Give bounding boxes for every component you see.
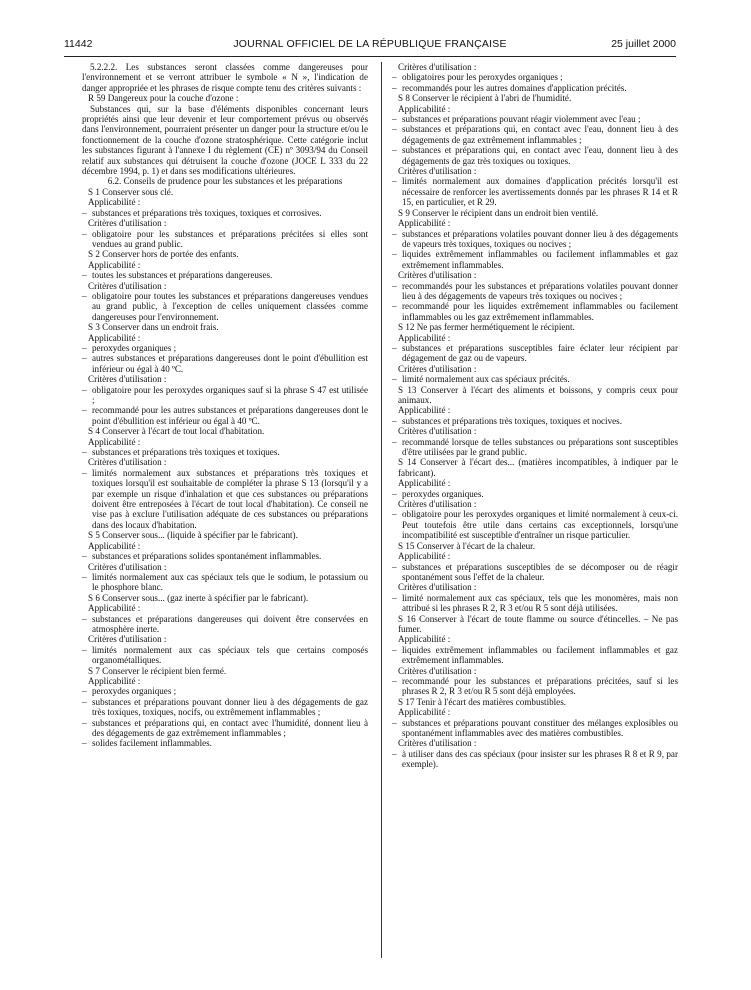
subheading: Critères d'utilisation :: [398, 738, 477, 749]
page-number: 11442: [64, 38, 93, 50]
list-item: [82, 270, 368, 280]
list-item-text: peroxydes organiques.: [402, 488, 484, 499]
list-dash: –: [392, 436, 397, 447]
list-dash: –: [392, 592, 397, 603]
subheading: Critères d'utilisation :: [398, 582, 477, 593]
list-dash: –: [392, 488, 397, 499]
list-dash: –: [392, 72, 397, 83]
subheading: Applicabilité :: [88, 259, 141, 270]
list-dash: –: [392, 644, 397, 655]
list-dash: –: [392, 280, 397, 291]
subheading: Applicabilité :: [398, 634, 451, 645]
list-item: [392, 229, 678, 250]
list-item: [392, 489, 678, 499]
list-item-text: obligatoires pour les peroxydes organiques ;: [402, 72, 563, 83]
list-item-text: à utiliser dans des cas spéciaux (pour insister sur les phrases R 8 et R 9, par exemple).: [402, 748, 678, 770]
subheading: Applicabilité :: [398, 103, 451, 114]
left-column: [82, 62, 368, 749]
list-item: [82, 551, 368, 561]
list-item: [82, 686, 368, 696]
list-item: [392, 72, 678, 82]
list-item-text: obligatoire pour les peroxydes organiques et limité normalement à ceux-ci. Peut toutefois être utile dans certains cas exceptionnels, lorsqu'une incompatibilité est susceptible d'entraîner un risque particulier.: [402, 509, 678, 541]
list-item: [392, 281, 678, 302]
safety-phrase-heading: S 14 Conserver à l'écart des... (matières incompatibles, à indiquer par le fabricant).: [398, 457, 678, 478]
subheading: Applicabilité :: [88, 436, 141, 447]
list-dash: –: [392, 176, 397, 187]
safety-phrase-heading: S 4 Conserver à l'écart de tout local d'habitation.: [88, 426, 265, 437]
safety-phrase-heading: S 1 Conserver sous clé.: [88, 186, 174, 197]
safety-phrase-heading: S 15 Conserver à l'écart de la chaleur.: [398, 540, 535, 551]
list-item-text: limités normalement aux domaines d'application précités lorsqu'il est nécessaire de renforcer les avertissements donnés par les phrases R 14 et R 15, en particulier, et R 29.: [402, 176, 678, 208]
list-dash: –: [392, 228, 397, 239]
list-item-text: autres substances et préparations dangereuses dont le point d'ébullition est inférieur ou égal à 40 ºC.: [92, 353, 368, 374]
list-item-text: substances et préparations pouvant constituer des mélanges explosibles ou spontanément inflammables avec des matières combustibles.: [402, 717, 678, 738]
subheading: Critères d'utilisation :: [88, 457, 167, 468]
list-item: [82, 697, 368, 718]
subheading: Critères d'utilisation :: [88, 280, 167, 291]
safety-phrase-heading: S 9 Conserver le récipient dans un endroit bien ventilé.: [398, 207, 599, 218]
paragraph: 5.2.2.2. Les substances seront classées comme dangereuses pour l'environnement et se verront attribuer le symbole « N », l'indication de danger appropriée et les phrases de risque compte tenu des critères suivants :: [82, 62, 368, 93]
list-item-text: substances et préparations dangereuses qui doivent être conservées en atmosphère inerte.: [92, 613, 368, 634]
list-item-text: obligatoire pour les peroxydes organiques sauf si la phrase S 47 est utilisée ;: [92, 384, 368, 405]
list-dash: –: [82, 696, 87, 707]
subheading: Critères d'utilisation :: [398, 426, 477, 437]
safety-phrase-heading: S 13 Conserver à l'écart des aliments et boissons, y compris ceux pour animaux.: [398, 384, 678, 405]
list-dash: –: [82, 228, 87, 239]
list-dash: –: [82, 290, 87, 301]
list-dash: –: [82, 270, 87, 281]
subheading: Critères d'utilisation :: [88, 561, 167, 572]
list-dash: –: [392, 82, 397, 93]
list-item: [392, 676, 678, 697]
list-item-text: substances et préparations susceptibles faire éclater leur récipient par dégagement de gaz ou de vapeurs.: [402, 342, 678, 364]
list-item: [82, 291, 368, 322]
list-item: [392, 249, 678, 270]
list-dash: –: [392, 249, 397, 260]
list-item-text: substances et préparations très toxiques et toxiques.: [92, 447, 280, 458]
list-item: [392, 416, 678, 426]
list-item-text: substances et préparations pouvant donner lieu à des dégagements de gaz très toxiques, toxiques, nocifs, ou extrêmement inflammables ;: [92, 696, 368, 718]
subheading: Applicabilité :: [88, 603, 141, 614]
list-item: [82, 718, 368, 739]
subheading: Applicabilité :: [398, 332, 451, 343]
list-item: [82, 353, 368, 374]
list-item: [392, 176, 678, 207]
list-item: [82, 468, 368, 530]
page-header: [64, 38, 676, 52]
list-item: [392, 83, 678, 93]
safety-phrase-heading: R 59 Dangereux pour la couche d'ozone :: [88, 93, 239, 104]
list-item-text: limité normalement aux cas spéciaux précités.: [402, 374, 570, 385]
list-dash: –: [82, 342, 87, 353]
list-item-text: peroxydes organiques ;: [92, 342, 177, 353]
subheading: Critères d'utilisation :: [88, 218, 167, 229]
list-dash: –: [392, 124, 397, 135]
subheading: Applicabilité :: [398, 218, 451, 229]
list-item-text: liquides extrêmement inflammables ou facilement inflammables et gaz extrêmement inflammables.: [402, 644, 678, 666]
list-item-text: substances et préparations très toxiques, toxiques et corrosives.: [92, 207, 322, 218]
list-dash: –: [392, 301, 397, 312]
list-item-text: substances et préparations qui, en contact avec l'eau, donnent lieu à des dégagements de gaz très toxiques ou toxiques.: [402, 145, 678, 166]
list-dash: –: [82, 613, 87, 624]
list-item-text: substances et préparations qui, en contact avec l'humidité, donnent lieu à des dégagements de gaz extrêmement inflammables ;: [92, 717, 368, 738]
list-item-text: limités normalement aux cas spéciaux tels que certains composés organométalliques.: [92, 644, 368, 666]
list-dash: –: [82, 447, 87, 458]
list-item-text: peroxydes organiques ;: [92, 686, 177, 697]
safety-phrase-heading: S 2 Conserver hors de portée des enfants.: [88, 249, 239, 260]
list-item: [392, 145, 678, 166]
safety-phrase-heading: S 3 Conserver dans un endroit frais.: [88, 322, 219, 333]
subheading: Applicabilité :: [88, 540, 141, 551]
safety-phrase-heading: S 16 Conserver à l'écart de toute flamme ou source d'étincelles. – Ne pas fumer.: [398, 613, 678, 634]
journal-title: JOURNAL OFFICIEL DE LA RÉPUBLIQUE FRANÇAISE: [233, 38, 507, 50]
list-item-text: substances et préparations très toxiques, toxiques et nocives.: [402, 415, 622, 426]
safety-phrase-heading: S 8 Conserver le récipient à l'abri de l'humidité.: [398, 93, 572, 104]
list-item-text: limités normalement aux cas spéciaux tels que le sodium, le potassium ou le phosphore blanc.: [92, 571, 368, 593]
list-dash: –: [392, 342, 397, 353]
list-item-text: recommandés pour les autres domaines d'application précités.: [402, 82, 627, 93]
subheading: Critères d'utilisation :: [398, 363, 477, 374]
list-dash: –: [392, 415, 397, 426]
list-item: [82, 645, 368, 666]
paragraph: Substances qui, sur la base d'éléments disponibles concernant leurs propriétés ainsi que leur devenir et leur comportement prévus ou observés dans l'environnement, pourraient présenter un danger pour la structure et/ou le fonctionnement de la couche d'ozone stratosphérique. Cette catégorie inclut les substances figurant à l'annexe I du règlement (CE) nº 3093/94 du Conseil relatif aux substances qui détruisent la couche d'ozone (JOCE L 333 du 22 décembre 1994, p. 1) et dans ses modifications ultérieures.: [82, 103, 368, 177]
list-item: [82, 572, 368, 593]
list-item: [392, 124, 678, 145]
list-dash: –: [82, 384, 87, 395]
list-item-text: obligatoire pour toutes les substances et préparations dangereuses vendues au grand public, à l'exception de celles uniquement classées comme dangereuses pour l'environnement.: [92, 290, 368, 322]
subheading: Critères d'utilisation :: [398, 499, 477, 510]
subheading: Applicabilité :: [88, 675, 141, 686]
list-item: [392, 301, 678, 322]
list-item-text: recommandé pour les substances et préparations précitées, sauf si les phrases R 2, R 3 et/ou R 5 sont déjà employées.: [402, 675, 678, 697]
list-item-text: obligatoire pour les substances et préparations précitées si elles sont vendues au grand public.: [92, 228, 368, 249]
list-item: [82, 229, 368, 250]
list-item-text: liquides extrêmement inflammables ou facilement inflammables et gaz extrêmement inflammables.: [402, 249, 678, 270]
list-dash: –: [82, 717, 87, 728]
list-item-text: solides facilement inflammables.: [92, 738, 212, 749]
list-dash: –: [82, 207, 87, 218]
list-item: [392, 509, 678, 540]
list-dash: –: [82, 467, 87, 478]
list-item: [82, 208, 368, 218]
list-item: [392, 437, 678, 458]
subheading: Critères d'utilisation :: [88, 634, 167, 645]
subheading: Critères d'utilisation :: [398, 270, 477, 281]
list-dash: –: [82, 353, 87, 364]
subheading: Critères d'utilisation :: [398, 665, 477, 676]
list-item: [392, 374, 678, 384]
list-dash: –: [392, 717, 397, 728]
subheading: Applicabilité :: [398, 478, 451, 489]
subheading: Applicabilité :: [398, 405, 451, 416]
list-dash: –: [392, 145, 397, 156]
subheading: Critères d'utilisation :: [398, 166, 477, 177]
subheading: Applicabilité :: [398, 551, 451, 562]
list-dash: –: [392, 748, 397, 759]
column-divider: [381, 62, 382, 958]
list-item: [392, 562, 678, 583]
list-item: [82, 614, 368, 635]
list-item-text: recommandé pour les autres substances et préparations dangereuses dont le point d'ébullition est inférieur ou égal à 40 ºC.: [92, 405, 368, 426]
list-item-text: substances et préparations qui, en contact avec l'eau, donnent lieu à des dégagements de gaz extrêmement inflammables ;: [402, 124, 678, 145]
safety-phrase-heading: S 6 Conserver sous... (gaz inerte à spécifier par le fabricant).: [88, 592, 309, 603]
list-item: [392, 343, 678, 364]
safety-phrase-heading: S 5 Conserver sous... (liquide à spécifier par le fabricant).: [88, 530, 298, 541]
list-dash: –: [392, 675, 397, 686]
list-item: [82, 343, 368, 353]
list-dash: –: [392, 374, 397, 385]
list-dash: –: [392, 114, 397, 125]
list-item: [82, 405, 368, 426]
list-item-text: recommandé lorsque de telles substances ou préparations sont susceptibles d'être utilisées par le grand public.: [402, 436, 678, 458]
header-rule: [64, 56, 676, 57]
subheading: Applicabilité :: [88, 197, 141, 208]
list-item-text: toutes les substances et préparations dangereuses.: [92, 270, 273, 281]
subheading: Critères d'utilisation :: [88, 374, 167, 385]
subheading: Applicabilité :: [398, 707, 451, 718]
list-item: [392, 718, 678, 739]
list-item: [82, 385, 368, 406]
list-dash: –: [82, 686, 87, 697]
list-dash: –: [82, 405, 87, 416]
section-heading: 6.2. Conseils de prudence pour les substances et les préparations: [107, 176, 343, 187]
list-dash: –: [82, 571, 87, 582]
list-item-text: substances et préparations volatiles pouvant donner lieu à des dégagements de vapeurs très toxiques, toxiques ou nocives ;: [402, 228, 678, 249]
list-item: [82, 738, 368, 748]
list-item-text: substances et préparations pouvant réagir violemment avec l'eau ;: [402, 114, 641, 125]
list-item-text: limités normalement aux substances et préparations très toxiques et toxiques lorsqu'il est souhaitable de compléter la phrase S 13 (lorsqu'il y a par exemple un risque d'inhalation et que ces substances ou préparations doivent être entreposées à l'écart de tout local d'habitation). Ce conseil ne vise pas à exclure l'utilisation adéquate de ces substances ou préparations dans des locaux d'habitation.: [92, 467, 368, 530]
issue-date: 25 juillet 2000: [611, 38, 676, 50]
right-column: [392, 62, 678, 770]
list-item-text: substances et préparations solides spontanément inflammables.: [92, 551, 322, 562]
list-dash: –: [392, 509, 397, 520]
list-item-text: recommandé pour les liquides extrêmement inflammables ou facilement inflammables ou les gaz extrêmement inflammables.: [402, 301, 678, 322]
list-item: [82, 447, 368, 457]
list-dash: –: [82, 738, 87, 749]
list-item-text: substances et préparations susceptibles de se décomposer ou de réagir spontanément sous l'effet de la chaleur.: [402, 561, 678, 582]
list-item: [392, 114, 678, 124]
list-item: [392, 749, 678, 770]
list-dash: –: [82, 644, 87, 655]
subheading: Applicabilité :: [88, 332, 141, 343]
list-item-text: limité normalement aux cas spéciaux, tels que les monomères, mais non attribué si les phrases R 2, R 3 et/ou R 5 sont déjà utilisées.: [402, 592, 678, 614]
list-dash: –: [392, 561, 397, 572]
list-dash: –: [82, 551, 87, 562]
subheading: Critères d'utilisation :: [398, 62, 477, 72]
safety-phrase-heading: S 12 Ne pas fermer hermétiquement le récipient.: [398, 322, 575, 333]
safety-phrase-heading: S 17 Tenir à l'écart des matières combustibles.: [398, 696, 567, 707]
safety-phrase-heading: S 7 Conserver le récipient bien fermé.: [88, 665, 227, 676]
list-item: [392, 593, 678, 614]
list-item-text: recommandés pour les substances et préparations volatiles pouvant donner lieu à des dégagements de vapeurs très toxiques ou nocives ;: [402, 280, 678, 301]
list-item: [392, 645, 678, 666]
